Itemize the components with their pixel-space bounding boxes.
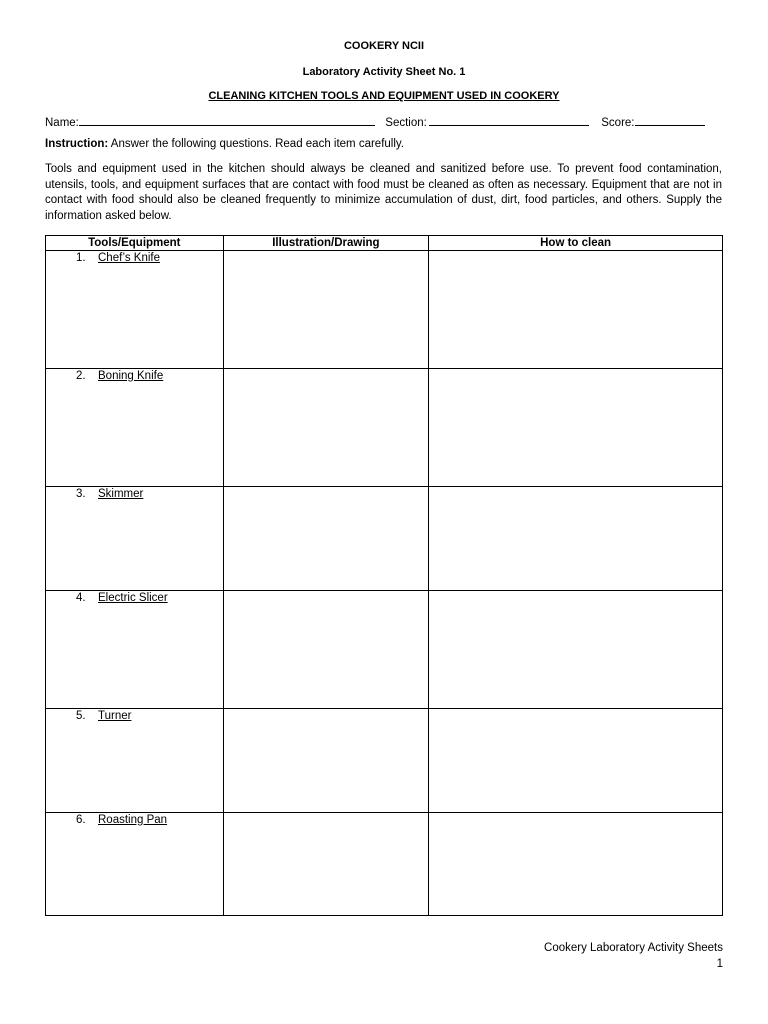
item-number: 1. <box>76 252 86 264</box>
item-number: 2. <box>76 370 86 382</box>
illustration-cell[interactable] <box>223 591 429 709</box>
table-row <box>46 251 723 369</box>
tool-name: Boning Knife <box>98 370 164 382</box>
score-label: Score: <box>601 117 635 129</box>
table-row <box>46 369 723 487</box>
how-to-clean-cell[interactable] <box>429 813 723 916</box>
item-number: 5. <box>76 710 86 722</box>
instruction-label: Instruction: <box>45 138 109 150</box>
instruction-text: Answer the following questions. Read each item carefully. <box>108 138 404 150</box>
section-field[interactable] <box>429 114 589 126</box>
illustration-cell[interactable] <box>223 251 429 369</box>
name-label: Name: <box>45 117 79 129</box>
item-number: 6. <box>76 814 86 826</box>
tool-name: Chef’s Knife <box>98 252 161 264</box>
how-to-clean-cell[interactable] <box>429 487 723 591</box>
illustration-cell[interactable] <box>223 369 429 487</box>
tool-name: Electric Slicer <box>98 592 168 604</box>
intro-paragraph: Tools and equipment used in the kitchen should always be cleaned and sanitized before use. To prevent food contamination, utensils, tools, and equipment surfaces that are contact with food must be cleaned as often as necessary. Equipment that are not in contact with food should also be cleaned frequently to minimize accumulation of dust, dirt, food particles, and others. Supply the information asked below. <box>45 163 722 222</box>
illustration-cell[interactable] <box>223 709 429 813</box>
tool-cell <box>46 487 224 591</box>
how-to-clean-cell[interactable] <box>429 591 723 709</box>
how-to-clean-cell[interactable] <box>429 251 723 369</box>
tool-name: Skimmer <box>98 488 144 500</box>
tool-cell <box>46 591 224 709</box>
tool-cell <box>46 709 224 813</box>
sheet-title: Laboratory Activity Sheet No. 1 <box>302 66 466 78</box>
activity-table <box>45 235 723 916</box>
table-row <box>46 709 723 813</box>
illustration-cell[interactable] <box>223 487 429 591</box>
how-to-clean-cell[interactable] <box>429 369 723 487</box>
course-title: COOKERY NCII <box>343 40 425 52</box>
how-to-clean-cell[interactable] <box>429 709 723 813</box>
name-field[interactable] <box>79 114 375 126</box>
table-row <box>46 487 723 591</box>
item-number: 4. <box>76 592 86 604</box>
page-number: 1 <box>716 957 723 970</box>
header-illustration: Illustration/Drawing <box>223 236 429 251</box>
score-field[interactable] <box>635 114 705 126</box>
tool-name: Roasting Pan <box>98 814 168 826</box>
tool-name: Turner <box>98 710 132 722</box>
tool-cell <box>46 813 224 916</box>
student-info-line <box>45 114 725 129</box>
topic-title: CLEANING KITCHEN TOOLS AND EQUIPMENT USED IN COOKERY <box>208 90 560 102</box>
header-how-to-clean: How to clean <box>429 236 723 251</box>
table-header-row <box>46 236 723 251</box>
tool-cell <box>46 369 224 487</box>
illustration-cell[interactable] <box>223 813 429 916</box>
page-footer <box>544 941 723 972</box>
footer-title: Cookery Laboratory Activity Sheets <box>544 942 723 954</box>
section-label: Section: <box>385 117 427 129</box>
tool-cell <box>46 251 224 369</box>
table-row <box>46 813 723 916</box>
instruction <box>45 138 725 150</box>
header-tools: Tools/Equipment <box>46 236 224 251</box>
item-number: 3. <box>76 488 86 500</box>
table-row <box>46 591 723 709</box>
